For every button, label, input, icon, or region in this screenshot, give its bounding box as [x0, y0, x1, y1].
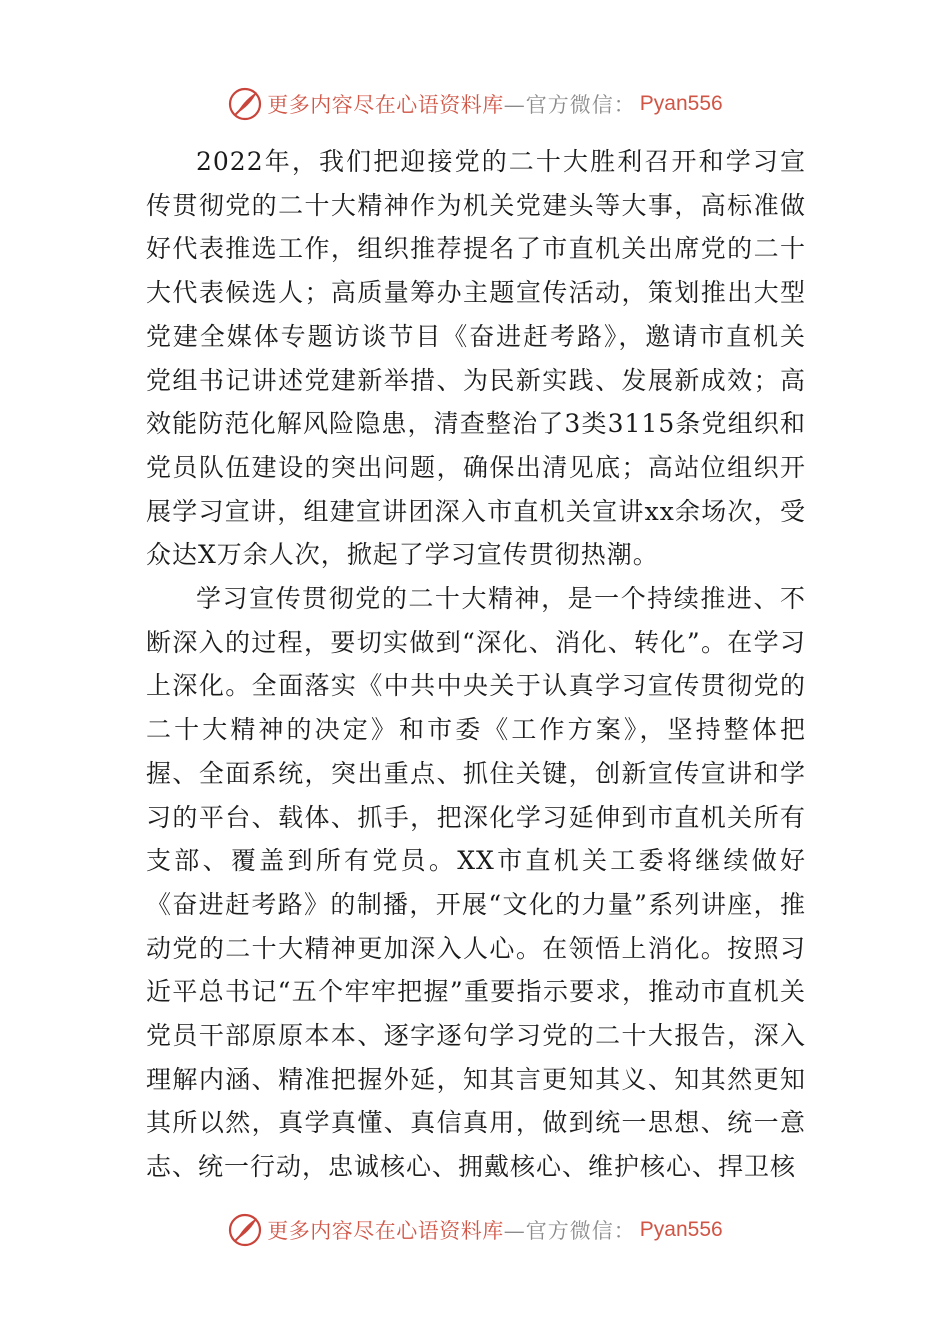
quill-logo-icon: [227, 1212, 263, 1248]
watermark-wechat-id: Pyan556: [639, 1218, 723, 1241]
watermark-wechat-id: Pyan556: [639, 92, 723, 115]
quill-logo-icon: [227, 86, 263, 122]
watermark-brand-text: 更多内容尽在心语资料库: [267, 93, 504, 117]
footer-watermark-banner: [0, 1208, 950, 1252]
watermark-official-label: —官方微信：: [503, 93, 636, 117]
paragraph-1: 2022年，我们把迎接党的二十大胜利召开和学习宣传贯彻党的二十大精神作为机关党建头等大事，高标准做好代表推选工作，组织推荐提名了市直机关出席党的二十大代表候选人；高质量筹办主题宣传活动，策划推出大型党建全媒体专题访谈节目《奋进赶考路》，邀请市直机关党组书记讲述党建新举措、为民新实践、发展新成效；高效能防范化解风险隐患，清查整治了3类3115条党组织和党员队伍建设的突出问题，确保出清见底；高站位组织开展学习宣讲，组建宣讲团深入市直机关宣讲xx余场次，受众达X万余人次，掀起了学习宣传贯彻热潮。: [146, 147, 806, 570]
header-watermark-banner: [0, 82, 950, 126]
document-body: [146, 140, 806, 1189]
watermark-official-label: —官方微信：: [503, 1219, 636, 1243]
watermark-brand-text: 更多内容尽在心语资料库: [267, 1219, 504, 1243]
paragraph-2: 学习宣传贯彻党的二十大精神，是一个持续推进、不断深入的过程，要切实做到“深化、消化、转化”。在学习上深化。全面落实《中共中央关于认真学习宣传贯彻党的二十大精神的决定》和市委《工作方案》，坚持整体把握、全面系统，突出重点、抓住关键，创新宣传宣讲和学习的平台、载体、抓手，把深化学习延伸到市直机关所有支部、覆盖到所有党员。XX市直机关工委将继续做好《奋进赶考路》的制播，开展“文化的力量”系列讲座，推动党的二十大精神更加深入人心。在领悟上消化。按照习近平总书记“五个牢牢把握”重要指示要求，推动市直机关党员干部原原本本、逐字逐句学习党的二十大报告，深入理解内涵、精准把握外延，知其言更知其义、知其然更知其所以然，真学真懂、真信真用，做到统一思想、统一意志、统一行动，忠诚核心、拥戴核心、维护核心、捍卫核: [146, 584, 806, 1182]
